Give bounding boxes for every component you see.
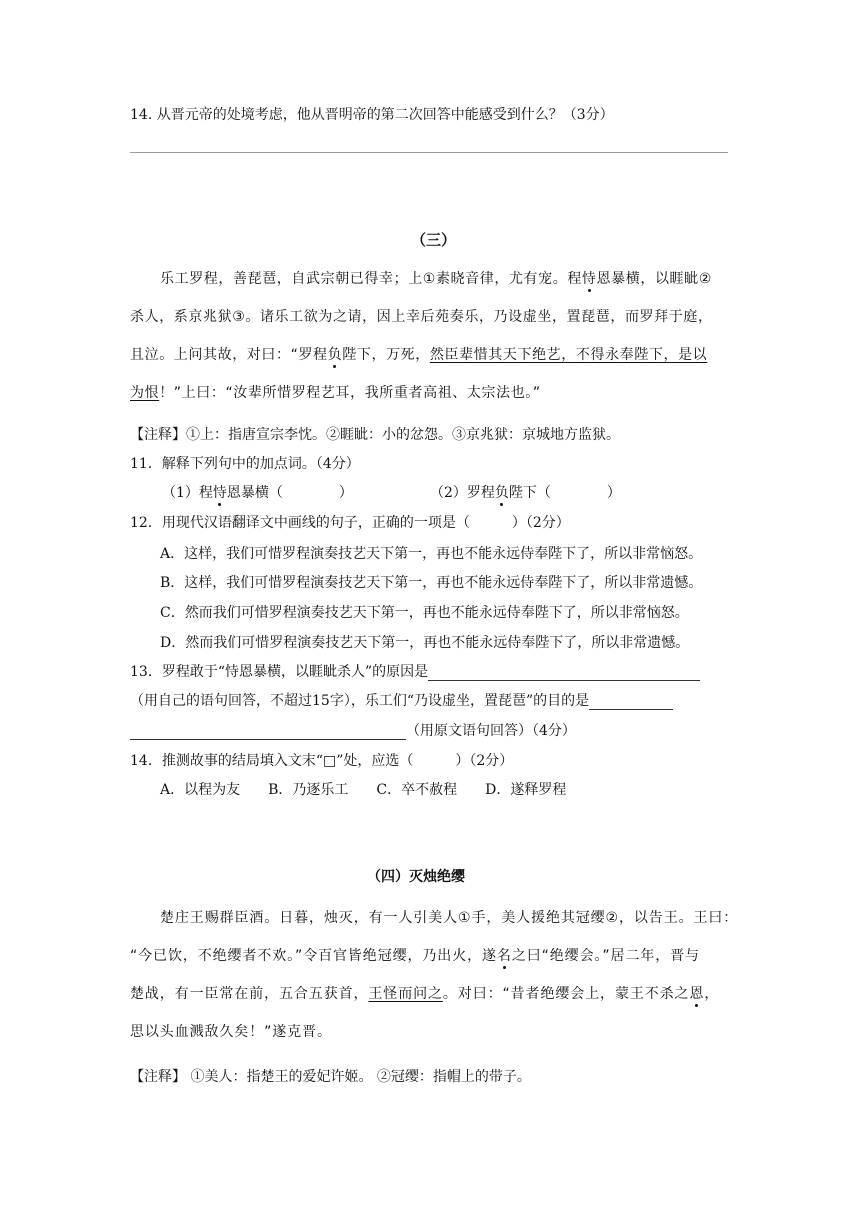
passage-3-note: 【注释】①上：指唐宣宗李忱。②睚眦：小的忿怨。③京兆狱：京城地方监狱。 xyxy=(130,427,620,443)
question-12-option-d: D．然而我们可惜罗程演奏技艺天下第一，再也不能永远侍奉陛下了，所以非常遗憾。 xyxy=(160,635,690,651)
answer-blank[interactable] xyxy=(130,725,406,740)
passage-3-line-3: 且泣。上问其故，对曰：“罗程负陛下，万死，然臣辈惜其天下绝艺，不得永奉陛下，是以 xyxy=(130,347,708,363)
passage-3-line-4: 为恨！”上曰：“汝辈所惜罗程艺耳，我所重者高祖、太宗法也。” xyxy=(130,385,541,401)
question-14-previous: 14. 从晋元帝的处境考虑，他从晋明帝的第二次回答中能感受到什么？（3分） xyxy=(130,107,614,123)
question-12: 12．用现代汉语翻译文中画线的句子，正确的一项是（ ）（2分） xyxy=(130,515,570,531)
question-13-line-3: （用原文语句回答）（4分） xyxy=(130,720,576,740)
question-14: 14．推测故事的结局填入文末“□”处，应选（ ）（2分） xyxy=(130,753,514,769)
question-13-line-2: （用自己的语句回答，不超过15字），乐工们“乃设虚坐，置琵琶”的目的是 xyxy=(130,690,673,710)
passage-4-line-1: 楚庄王赐群臣酒。日暮，烛灭，有一人引美人①手，美人援绝其冠缨②，以告王。王曰： xyxy=(160,910,739,926)
section-4-title: （四）灭烛绝缨 xyxy=(367,869,465,885)
question-12-option-a: A．这样，我们可惜罗程演奏技艺天下第一，再也不能永远侍奉陛下了，所以非常恼怒。 xyxy=(160,546,703,562)
passage-3-line-2: 杀人，系京兆狱③。诸乐工欲为之请，因上幸后苑奏乐，乃设虚坐，置琵琶，而罗拜于庭， xyxy=(130,309,713,325)
question-12-option-b: B．这样，我们可惜罗程演奏技艺天下第一，再也不能永远侍奉陛下了，所以非常遗憾。 xyxy=(160,575,703,591)
answer-blank[interactable] xyxy=(589,695,673,710)
question-14-options: A．以程为友 B．乃逐乐工 C．卒不赦程 D．遂释罗程 xyxy=(160,782,567,798)
question-12-option-c: C．然而我们可惜罗程演奏技艺天下第一，再也不能永远侍奉陛下了，所以非常恼怒。 xyxy=(160,605,689,621)
passage-4-line-3: 楚战，有一臣常在前，五合五获首，王怪而问之。对曰：“昔者绝缨会上，蒙王不杀之恩， xyxy=(130,986,720,1002)
question-11: 11．解释下列句中的加点词。（4分） xyxy=(130,456,360,472)
question-11-item-1: （1）程恃恩暴横（ ） xyxy=(162,485,353,501)
question-11-item-2: （2）罗程负陛下（ ） xyxy=(430,485,621,501)
answer-line xyxy=(130,152,728,153)
passage-3-line-1: 乐工罗程，善琵琶，自武宗朝已得幸；上①素晓音律，尤有宠。程恃恩暴横，以睚眦② xyxy=(160,271,712,287)
passage-4-line-2: “今已饮，不绝缨者不欢。”令百官皆绝冠缨，乃出火，遂名之曰“绝缨会。”居二年，晋与 xyxy=(130,948,700,964)
section-3-title: （三） xyxy=(411,231,457,249)
answer-blank[interactable] xyxy=(428,666,700,681)
question-13-line-1: 13．罗程敢于“恃恩暴横，以睚眦杀人”的原因是 xyxy=(130,661,700,681)
passage-4-note: 【注释】 ①美人：指楚王的爱妃许姬。 ②冠缨：指帽上的带子。 xyxy=(130,1069,531,1085)
passage-4-line-4: 思以头血溅敌久矣！”遂克晋。 xyxy=(130,1024,332,1040)
